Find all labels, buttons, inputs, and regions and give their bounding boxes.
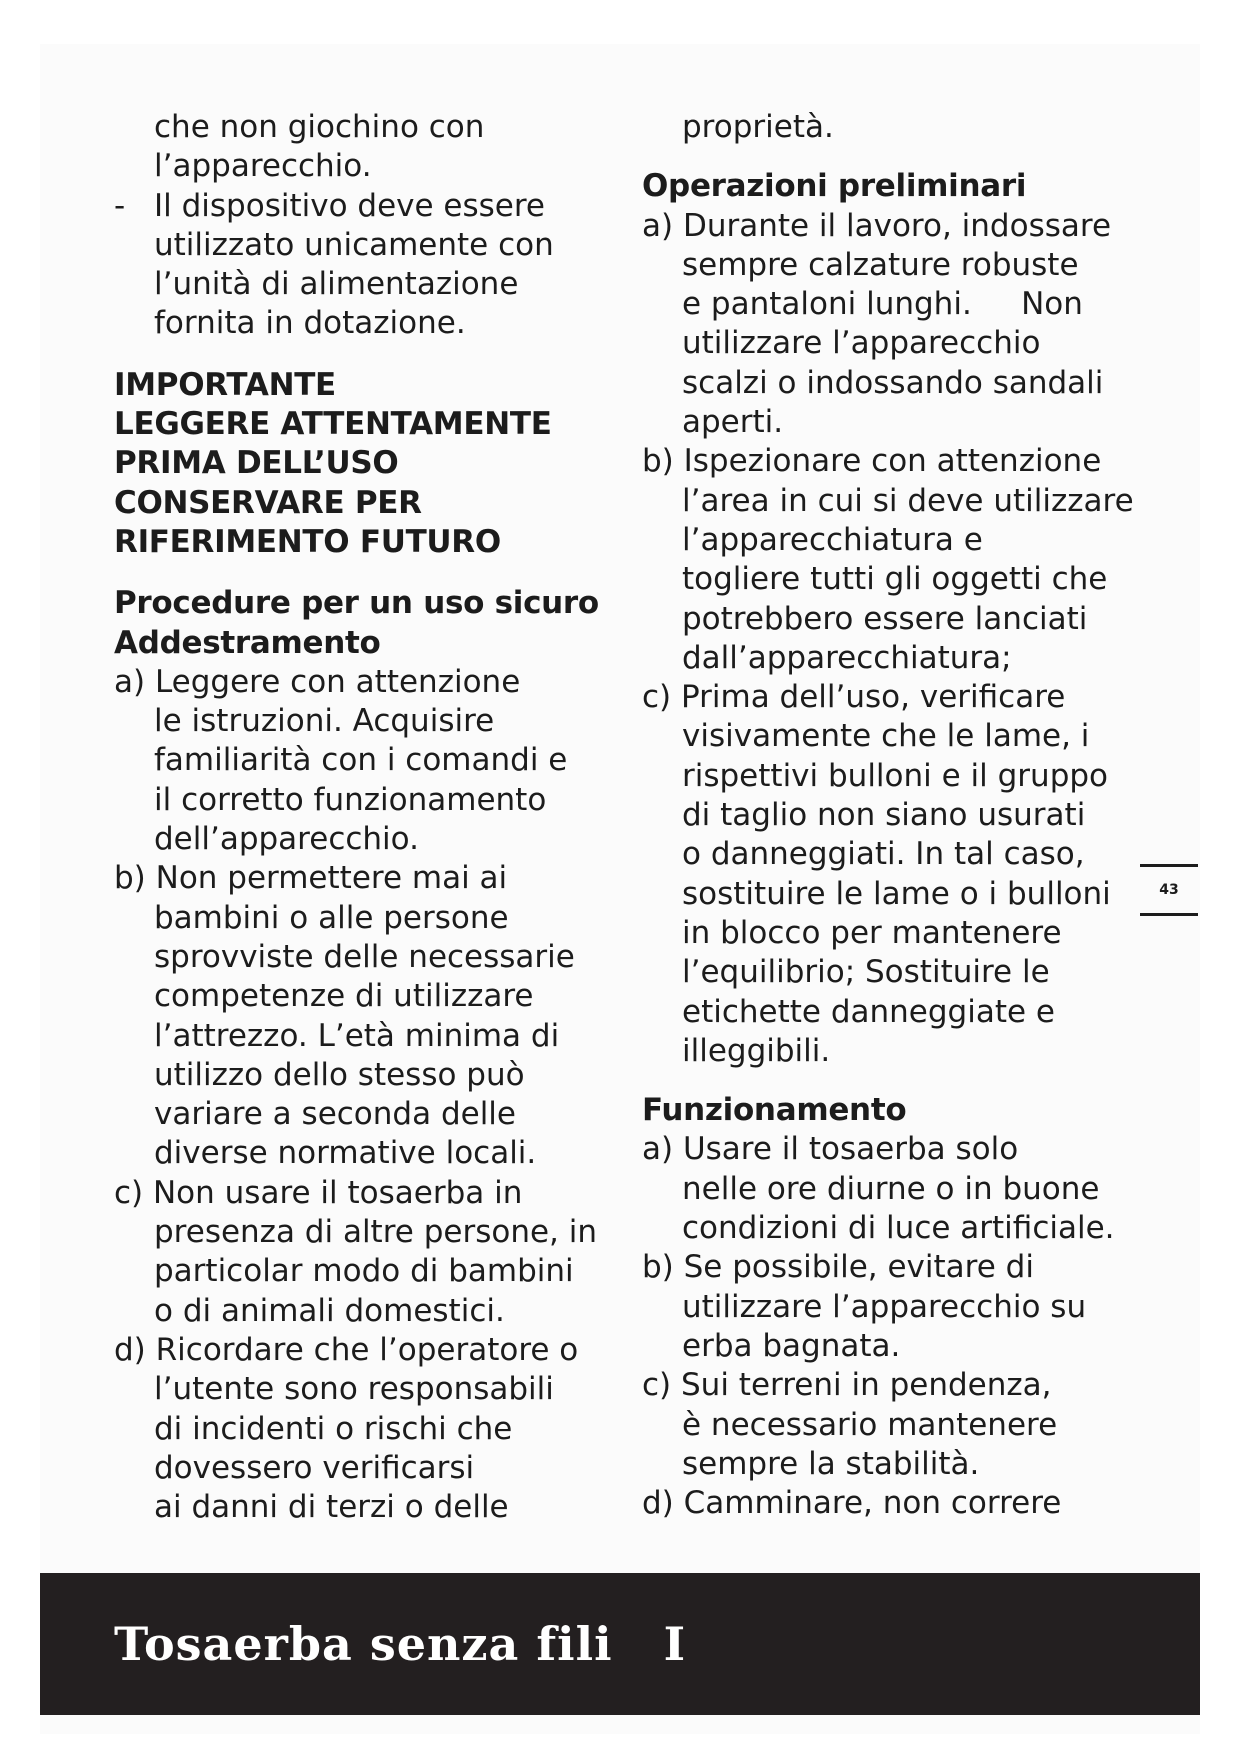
list-line: scalzi o indossando sandali [682, 364, 1104, 401]
footer-bar [40, 1573, 1200, 1715]
list-line: presenza di altre persone, in [154, 1214, 598, 1251]
list-line: nelle ore diurne o in buone [682, 1170, 1100, 1207]
device-note-line: utilizzato unicamente con [154, 226, 554, 263]
important-line: CONSERVARE PER [114, 484, 422, 521]
right-column [642, 108, 1142, 1523]
operation-item-d [642, 1484, 1142, 1523]
list-line: l’utente sono responsabili [154, 1371, 554, 1408]
list-line: d) Ricordare che l’operatore o [114, 1331, 579, 1368]
list-line: l’area in cui si deve utilizzare [682, 482, 1134, 519]
list-line: togliere tutti gli oggetti che [682, 561, 1108, 598]
important-line: RIFERIMENTO FUTURO [114, 523, 501, 560]
list-item-b [642, 442, 1142, 678]
continued-text: che non giochino con [154, 109, 485, 145]
list-line: variare a seconda delle [154, 1096, 516, 1133]
device-note-line: l’unità di alimentazione [154, 266, 519, 303]
list-item-a [114, 663, 614, 859]
list-line: etichette danneggiate e [682, 993, 1055, 1030]
list-line: a) Durante il lavoro, indossare [642, 207, 1112, 244]
continued-text: proprietà. [682, 109, 834, 145]
list-line: ai danni di terzi o delle [154, 1489, 509, 1526]
important-line: PRIMA DELL’USO [114, 445, 399, 482]
dash-bullet: - [114, 187, 126, 224]
list-line: utilizzare l’apparecchio [682, 325, 1041, 362]
list-line: sempre calzature robuste [682, 246, 1079, 283]
list-line: l’apparecchiatura e [682, 521, 983, 558]
list-line: è necessario mantenere [682, 1406, 1058, 1443]
list-line: bambini o alle persone [154, 899, 509, 936]
list-line: o danneggiati. In tal caso, [682, 836, 1085, 873]
list-line: sempre la stabilità. [682, 1445, 980, 1482]
list-line: utilizzare l’apparecchio su [682, 1288, 1087, 1325]
heading-procedures: Procedure per un uso sicuro [114, 585, 599, 622]
list-line: b) Se possibile, evitare di [642, 1249, 1034, 1286]
list-line: condizioni di luce artificiale. [682, 1210, 1115, 1247]
list-line: dovessero verificarsi [154, 1449, 475, 1486]
continued-text: l’apparecchio. [154, 148, 372, 185]
important-line: IMPORTANTE [114, 366, 336, 403]
device-note [114, 187, 614, 344]
page-number: 43 [1140, 864, 1198, 916]
list-line: l’equilibrio; Sostituire le [682, 954, 1050, 991]
heading-training: Addestramento [114, 624, 381, 661]
list-line: erba bagnata. [682, 1327, 901, 1364]
footer-title: Tosaerba senza fili I [114, 1617, 687, 1671]
list-line: familiarità con i comandi e [154, 742, 568, 779]
operation-item-b [642, 1248, 1142, 1366]
operation-item-c [642, 1366, 1142, 1484]
list-line: sostituire le lame o i bulloni [682, 875, 1111, 912]
list-line: o di animali domestici. [154, 1292, 505, 1329]
left-column [114, 108, 614, 1527]
important-notice [114, 366, 614, 562]
list-line: a) Leggere con attenzione [114, 663, 521, 700]
list-line: diverse normative locali. [154, 1135, 537, 1172]
list-item-b [114, 859, 614, 1173]
list-line: particolar modo di bambini [154, 1253, 574, 1290]
list-line: di taglio non siano usurati [682, 797, 1086, 834]
device-note-line: fornita in dotazione. [154, 305, 466, 342]
list-line: a) Usare il tosaerba solo [642, 1131, 1019, 1168]
list-item-d [114, 1331, 614, 1527]
heading-operation: Funzionamento [642, 1092, 907, 1129]
list-line: il corretto funzionamento [154, 781, 547, 818]
list-line: d) Camminare, non correre [642, 1485, 1062, 1522]
important-line: LEGGERE ATTENTAMENTE [114, 406, 552, 443]
list-line: di incidenti o rischi che [154, 1410, 513, 1447]
list-line: competenze di utilizzare [154, 978, 534, 1015]
list-line: b) Non permettere mai ai [114, 860, 508, 897]
list-line: illeggibili. [682, 1032, 831, 1069]
list-item-a [642, 207, 1142, 443]
list-line: rispettivi bulloni e il gruppo [682, 757, 1109, 794]
list-line: b) Ispezionare con attenzione [642, 443, 1102, 480]
list-line: c) Sui terreni in pendenza, [642, 1367, 1052, 1404]
list-item-c [114, 1174, 614, 1331]
heading-preliminary: Operazioni preliminari [642, 168, 1027, 205]
list-item-c [642, 678, 1142, 1071]
list-line: e pantaloni lunghi. Non [682, 286, 1083, 323]
operation-item-a [642, 1130, 1142, 1248]
list-line: dell’apparecchio. [154, 821, 419, 858]
list-line: aperti. [682, 404, 784, 441]
list-line: c) Prima dell’uso, verificare [642, 679, 1066, 716]
list-line: in blocco per mantenere [682, 914, 1062, 951]
list-line: dall’apparecchiatura; [682, 639, 1012, 676]
list-line: le istruzioni. Acquisire [154, 703, 495, 740]
list-line: visivamente che le lame, i [682, 718, 1090, 755]
list-line: potrebbero essere lanciati [682, 600, 1088, 637]
list-line: l’attrezzo. L’età minima di [154, 1017, 560, 1054]
list-line: utilizzo dello stesso può [154, 1056, 525, 1093]
list-line: c) Non usare il tosaerba in [114, 1174, 523, 1211]
list-line: sprovviste delle necessarie [154, 938, 575, 975]
device-note-line: Il dispositivo deve essere [154, 187, 545, 224]
